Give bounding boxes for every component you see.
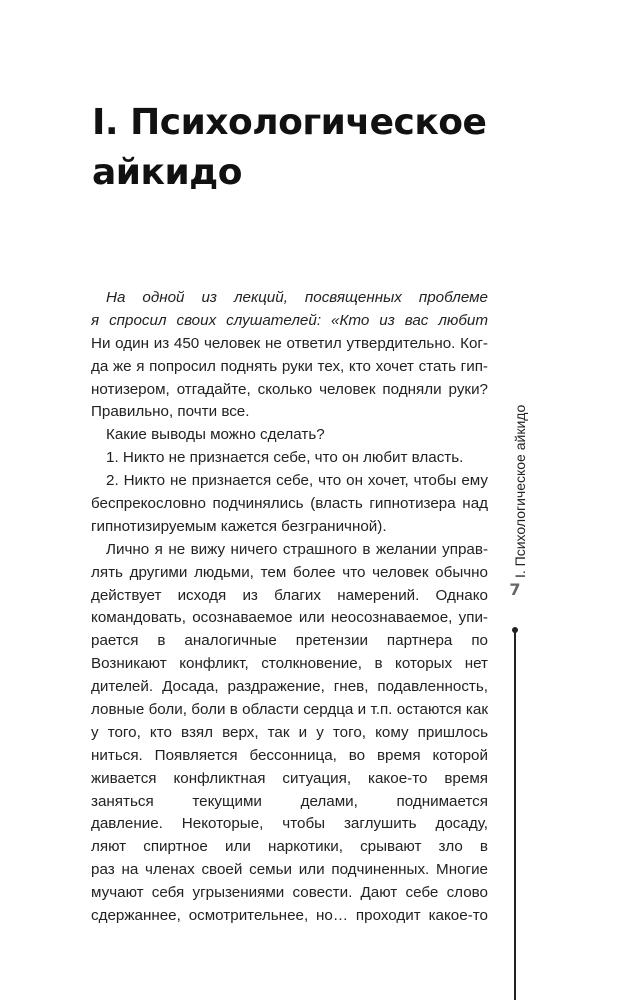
- body-line: дителей. Досада, раздражение, гнев, подавленность,: [91, 678, 488, 696]
- body-line: живается конфликтная ситуация, какое-то время: [91, 769, 488, 787]
- body-line: давление. Некоторые, чтобы заглушить досаду,: [91, 815, 488, 833]
- body-line: раз на членах своей семьи или подчиненных. Многие: [91, 861, 488, 879]
- body-line: Возникают конфликт, столкновение, в которых нет: [91, 655, 488, 673]
- page-marker-rule: [514, 632, 516, 1000]
- body-line: Правильно, почти все.: [91, 403, 250, 421]
- chapter-title-line-2: айкидо: [92, 152, 242, 193]
- body-line: 1. Никто не признается себе, что он любит власть.: [106, 449, 464, 467]
- body-line: Какие выводы можно сделать?: [106, 426, 325, 444]
- body-line: у того, кто взял верх, так и у того, кому пришлось: [91, 723, 488, 741]
- page-number: 7: [509, 580, 521, 599]
- body-line: Лично я не вижу ничего страшного в желании управ-: [106, 540, 488, 558]
- body-line: гипнотизируемым кажется безграничной).: [91, 517, 387, 535]
- body-line: Ни один из 450 человек не ответил утвердительно. Ког-: [91, 334, 488, 352]
- body-text: [91, 287, 488, 928]
- body-line: ляют спиртное или наркотики, срывают зло в: [91, 838, 488, 856]
- body-line: беспрекословно подчинялись (власть гипнотизера над: [91, 495, 488, 513]
- running-title: I. Психологическое айкидо: [512, 404, 528, 578]
- body-line: На одной из лекций, посвященных проблеме: [106, 289, 488, 306]
- chapter-title-line-1: I. Психологическое: [92, 102, 487, 143]
- chapter-title: [92, 98, 532, 198]
- body-line: заняться текущими делами, поднимается: [91, 792, 488, 810]
- body-line: лять другими людьми, тем более что человек обычно: [91, 563, 488, 581]
- body-line: 2. Никто не признается себе, что он хочет, чтобы ему: [106, 472, 488, 490]
- body-line: командовать, осознаваемое или неосознаваемое, упи-: [91, 609, 488, 627]
- body-line: рается в аналогичные претензии партнера по: [91, 632, 488, 650]
- body-line: мучают себя угрызениями совести. Дают себе слово: [91, 884, 488, 902]
- body-line: да же я попросил поднять руки тех, кто хочет стать гип-: [91, 357, 488, 375]
- body-line: действует исходя из благих намерений. Однако: [91, 586, 488, 604]
- body-line: ловные боли, боли в области сердца и т.п. остаются как: [91, 701, 488, 719]
- body-line: нотизером, отгадайте, сколько человек подняли руки?: [91, 380, 488, 398]
- body-line: ниться. Появляется бессонница, во время которой: [91, 746, 488, 764]
- body-line: я спросил своих слушателей: «Кто из вас любит: [91, 311, 488, 329]
- body-line: сдержаннее, осмотрительнее, но… проходит какое-то: [91, 907, 488, 925]
